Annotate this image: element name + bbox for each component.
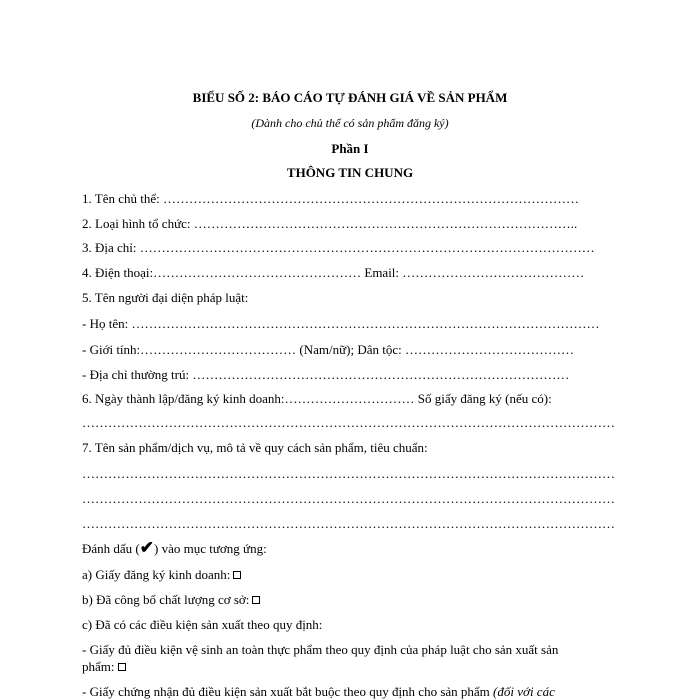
checklist-item-food-safety: - Giấy đủ điều kiện vệ sinh an toàn thực phẩm theo quy định của pháp luật cho sản xuất sản <box>82 642 559 657</box>
dotted-line: …………………………………………………………………………………………………………… <box>82 415 615 430</box>
field-full-name: - Họ tên: ……………………………………………………………………………………………… <box>82 316 600 331</box>
field-address: 3. Địa chỉ: …………………………………………………………………………………………… <box>82 240 595 255</box>
checklist-item-food-safety-continued <box>82 659 126 675</box>
instruction-suffix: ) vào mục tương ứng: <box>154 541 267 556</box>
field-phone-email: 4. Điện thoại:………………………………………… Email: …………………………………… <box>82 265 585 280</box>
checklist-instruction <box>82 538 267 557</box>
form-subtitle: (Dành cho chủ thể có sản phẩm đăng ký) <box>251 116 449 130</box>
checklist-item-business-registration <box>82 567 241 583</box>
checklist-item-production-conditions: c) Đã có các điều kiện sản xuất theo quy định: <box>82 617 323 632</box>
item-label: phẩm: <box>82 659 115 674</box>
item-label: - Giấy chứng nhận đủ điều kiện sản xuất bắt buộc theo quy định cho sản phẩm <box>82 684 494 699</box>
form-title: BIỂU SỐ 2: BÁO CÁO TỰ ĐÁNH GIÁ VỀ SẢN PHẨM <box>192 90 508 105</box>
instruction-prefix: Đánh dấu ( <box>82 541 140 556</box>
field-gender-ethnicity: - Giới tính:……………………………… (Nam/nữ); Dân tộc: ………………………………… <box>82 342 575 357</box>
checkbox[interactable] <box>252 596 260 604</box>
field-owner-name: 1. Tên chủ thể: …………………………………………………………………………………… <box>82 191 579 206</box>
field-permanent-residence: - Địa chỉ thường trú: …………………………………………………………………………… <box>82 367 570 382</box>
checklist-item-mandatory-certificate <box>82 684 555 700</box>
dotted-line: …………………………………………………………………………………………………………… <box>82 466 615 481</box>
dotted-line: …………………………………………………………………………………………………………… <box>82 491 615 506</box>
item-label: a) Giấy đăng ký kinh doanh: <box>82 567 231 582</box>
field-establishment-date: 6. Ngày thành lập/đăng ký kinh doanh:………………………… Số giấy đăng ký (nếu có): <box>82 391 552 406</box>
item-label: b) Đã công bố chất lượng cơ sở: <box>82 592 250 607</box>
field-product-description: 7. Tên sản phẩm/dịch vụ, mô tả về quy cách sản phẩm, tiêu chuẩn: <box>82 440 428 455</box>
field-organization-type: 2. Loại hình tổ chức: …………………………………………………………………………….. <box>82 216 578 231</box>
field-legal-representative: 5. Tên người đại diện pháp luật: <box>82 290 249 305</box>
section-heading: THÔNG TIN CHUNG <box>286 165 414 180</box>
checkbox[interactable] <box>118 663 126 671</box>
checkbox[interactable] <box>233 571 241 579</box>
checkmark-icon: ✔ <box>139 538 155 557</box>
checklist-item-quality-announcement <box>82 592 260 608</box>
part-heading: Phần I <box>331 141 369 156</box>
dotted-line: …………………………………………………………………………………………………………… <box>82 516 615 531</box>
item-note: (đối với các <box>493 684 555 699</box>
